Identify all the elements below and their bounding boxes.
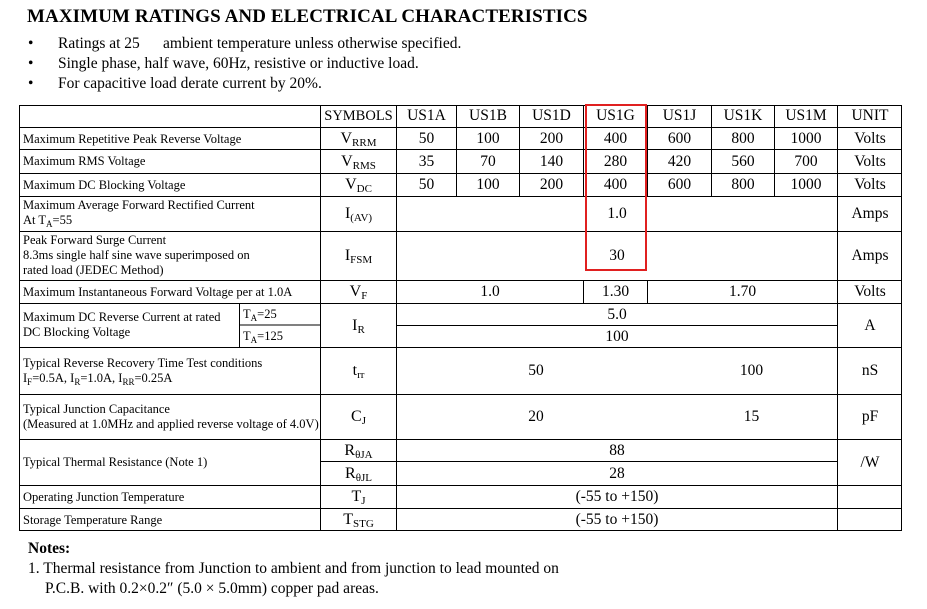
row-label-iav: Maximum Average Forward Rectified Current At $T_A=55$ bbox=[23, 198, 255, 229]
notes-heading: Notes: bbox=[28, 540, 71, 557]
header-us1b: US1B bbox=[469, 107, 507, 124]
value-cell: 70 bbox=[480, 152, 496, 170]
value-trr-low: 50 bbox=[528, 362, 544, 379]
value-ifsm: 30 bbox=[609, 247, 625, 264]
header-unit: UNIT bbox=[851, 107, 889, 124]
unit-cell: Amps bbox=[851, 205, 889, 222]
unit-cell: nS bbox=[861, 362, 879, 379]
symbol-trr: t rr bbox=[352, 362, 365, 381]
value-cell: 560 bbox=[731, 152, 755, 170]
header-us1a: US1A bbox=[407, 107, 446, 124]
value-cell: 600 bbox=[667, 176, 692, 193]
note-line: 1. Thermal resistance from Junction to ambient and from junction to lead mounted on bbox=[28, 560, 559, 577]
value-rtheta-ja: 88 bbox=[609, 441, 625, 459]
condition-item: • Ratings at 25 ambient temperature unless otherwise specified. bbox=[28, 35, 462, 52]
symbol-vrrm: V RRM bbox=[340, 130, 377, 149]
header-us1g: US1G bbox=[596, 107, 635, 124]
unit-cell: Volts bbox=[854, 176, 886, 193]
value-ir-125: 100 bbox=[605, 327, 629, 345]
symbol-vf: V F bbox=[349, 283, 368, 302]
row-label-cj: Typical Junction Capacitance (Measured at 1.0MHz and applied reverse voltage of 4.0V) bbox=[23, 402, 319, 431]
symbol-rtheta-ja: R θJA bbox=[344, 441, 373, 461]
unit-cell: Volts bbox=[854, 130, 886, 147]
unit-cell: pF bbox=[861, 408, 879, 425]
symbol-cj: C J bbox=[351, 408, 366, 427]
value-cell: 50 bbox=[418, 176, 435, 193]
symbol-ir: I R bbox=[352, 316, 365, 336]
value-tj: (-55 to +150) bbox=[575, 488, 659, 505]
us1g-highlight-box bbox=[585, 104, 647, 271]
unit-cell: Volts bbox=[854, 283, 886, 300]
row-label-vdc: Maximum DC Blocking Voltage bbox=[23, 177, 186, 192]
value-cell: 600 bbox=[667, 130, 692, 147]
value-trr-high: 100 bbox=[739, 362, 764, 379]
notes-section bbox=[28, 539, 559, 599]
value-rtheta-jl: 28 bbox=[609, 464, 625, 482]
section-title: MAXIMUM RATINGS AND ELECTRICAL CHARACTERISTICS bbox=[27, 6, 588, 27]
row-label-ifsm: Peak Forward Surge Current 8.3ms single half sine wave superimposed on rated load (JEDEC Method) bbox=[23, 233, 250, 277]
symbol-tstg: T STG bbox=[343, 511, 374, 530]
value-cell: 100 bbox=[476, 176, 500, 193]
value-cell: 1000 bbox=[790, 130, 822, 147]
symbol-vrms: V RMS bbox=[341, 152, 376, 172]
symbol-tj: T J bbox=[351, 488, 366, 507]
symbol-rtheta-jl: R θJL bbox=[345, 464, 372, 484]
condition-item: • Single phase, half wave, 60Hz, resistive or inductive load. bbox=[28, 55, 419, 72]
value-cell: 1000 bbox=[790, 176, 822, 193]
unit-cell: A bbox=[864, 316, 876, 334]
header-us1m: US1M bbox=[785, 107, 827, 124]
symbol-iav: I (AV) bbox=[344, 205, 373, 224]
value-cell: 140 bbox=[539, 152, 564, 170]
row-label-trr: Typical Reverse Recovery Time Test conditions $I_F=0.5A$, $I_R=1.0A$, $I_{RR}=0.25A$ bbox=[23, 356, 263, 387]
value-cj-high: 15 bbox=[743, 408, 760, 425]
conditions-list bbox=[28, 34, 461, 94]
value-tstg: (-55 to +150) bbox=[575, 511, 659, 528]
header-us1j: US1J bbox=[662, 107, 697, 124]
value-cell: 200 bbox=[539, 130, 564, 147]
value-cell: 100 bbox=[476, 130, 500, 147]
value-cell: 400 bbox=[603, 176, 628, 193]
header-us1k: US1K bbox=[723, 107, 763, 124]
value-cell: 280 bbox=[603, 152, 628, 170]
symbol-vdc: V DC bbox=[345, 176, 372, 195]
ratings-table bbox=[19, 105, 902, 531]
value-cj-low: 20 bbox=[528, 408, 544, 425]
note-line: P.C.B. with 0.2×0.2″ (5.0 × 5.0mm) copper pad areas. bbox=[45, 580, 379, 597]
value-cell: 700 bbox=[794, 152, 818, 170]
value-cell: 400 bbox=[603, 130, 628, 147]
row-label-tj: Operating Junction Temperature bbox=[23, 489, 185, 504]
row-label-vf: Maximum Instantaneous Forward Voltage per at 1.0A bbox=[23, 284, 293, 299]
ir-condition-25: T A =25 bbox=[243, 307, 277, 323]
row-label-vrrm: Maximum Repetitive Peak Reverse Voltage bbox=[23, 131, 242, 146]
unit-cell: Volts bbox=[854, 152, 886, 170]
value-cell: 50 bbox=[418, 130, 435, 147]
row-label-vrms: Maximum RMS Voltage bbox=[23, 154, 146, 168]
value-cell: 800 bbox=[731, 130, 755, 147]
ir-condition-125: T A =125 bbox=[243, 329, 283, 345]
condition-item: • For capacitive load derate current by 20%. bbox=[28, 75, 322, 92]
value-vf-low: 1.0 bbox=[480, 283, 500, 300]
value-cell: 200 bbox=[539, 176, 564, 193]
value-iav: 1.0 bbox=[607, 205, 627, 222]
row-label-tstg: Storage Temperature Range bbox=[23, 512, 163, 527]
symbol-ifsm: I FSM bbox=[344, 247, 373, 266]
header-symbols: SYMBOLS bbox=[324, 107, 393, 124]
unit-cell: /W bbox=[860, 453, 880, 471]
row-label-ir: Maximum DC Reverse Current at rated DC Blocking Voltage bbox=[23, 310, 221, 339]
value-cell: 420 bbox=[667, 152, 692, 170]
value-ir-25: 5.0 bbox=[607, 305, 627, 323]
value-vf-mid: 1.30 bbox=[601, 283, 630, 300]
unit-cell: Amps bbox=[851, 247, 889, 264]
value-cell: 35 bbox=[418, 152, 435, 170]
value-vf-high: 1.70 bbox=[728, 283, 757, 300]
value-cell: 800 bbox=[731, 176, 755, 193]
header-us1d: US1D bbox=[532, 107, 571, 124]
row-label-rth: Typical Thermal Resistance (Note 1) bbox=[23, 455, 208, 469]
